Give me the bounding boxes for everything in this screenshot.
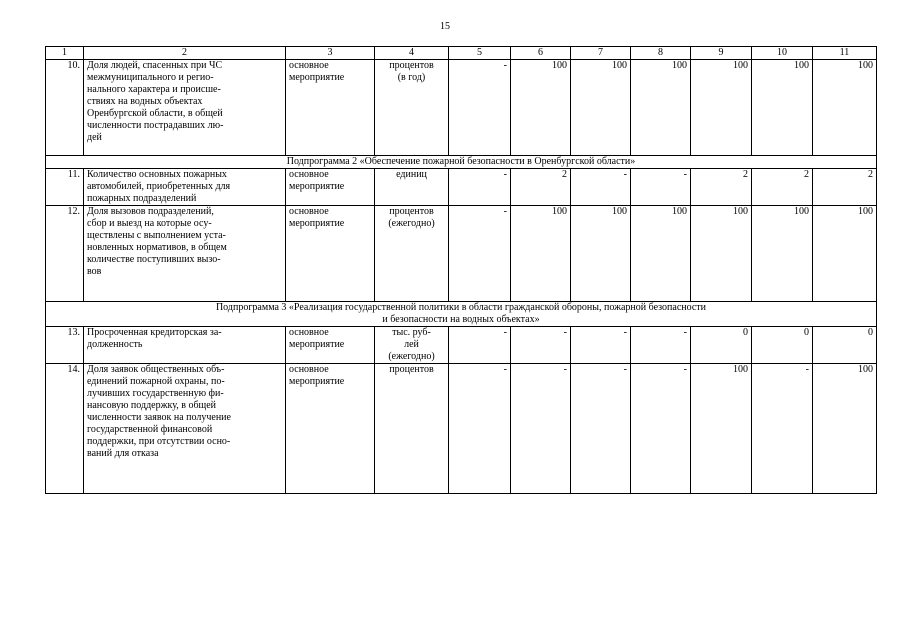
indicator-name-line: межмуниципального и регио- (87, 72, 214, 83)
indicator-type-line: основное (289, 60, 329, 71)
indicator-name-line: Доля вызовов подразделений, (87, 206, 214, 217)
value-cell: 100 (691, 60, 752, 156)
unit-line: процентов (389, 364, 434, 375)
value-cell: - (631, 169, 691, 206)
indicator-name-line: единений пожарной охраны, по- (87, 376, 225, 387)
value-cell: - (511, 327, 571, 364)
unit-line: процентов (389, 60, 434, 71)
indicator-name-line: численности пострадавших лю- (87, 120, 224, 131)
table-row (46, 60, 877, 156)
indicator-type (286, 60, 375, 156)
row-number: 12. (46, 206, 84, 302)
page-number: 15 (440, 21, 450, 32)
indicator-type (286, 206, 375, 302)
indicator-type-line: основное (289, 169, 329, 180)
value-cell: 0 (752, 327, 813, 364)
indicator-name-line: нального характера и происше- (87, 84, 221, 95)
indicator-type-line: основное (289, 327, 329, 338)
indicator-name-line: сбор и выезд на которые осу- (87, 218, 212, 229)
unit-of-measure (375, 206, 449, 302)
indicator-name-line: долженность (87, 339, 143, 350)
table-row (46, 169, 877, 206)
section-title-line: и безопасности на водных объектах» (382, 314, 540, 325)
indicator-type-line: мероприятие (289, 181, 345, 192)
indicator-name-line: ществлены с выполнением уста- (87, 230, 226, 241)
value-cell: 100 (631, 60, 691, 156)
unit-line: (ежегодно) (388, 351, 435, 362)
indicator-name-line: поддержки, при отсутствии осно- (87, 436, 231, 447)
indicator-name (84, 206, 286, 302)
value-cell: 100 (752, 206, 813, 302)
unit-line: лей (404, 339, 419, 350)
indicator-name (84, 169, 286, 206)
value-cell: 100 (691, 364, 752, 494)
indicator-name-line: Доля людей, спасенных при ЧС (87, 60, 223, 71)
value-cell: - (449, 60, 511, 156)
header-cell: 5 (449, 47, 511, 60)
indicator-name-line: дей (87, 132, 102, 143)
value-cell: 100 (813, 206, 877, 302)
table-body (46, 47, 877, 494)
unit-line: единиц (396, 169, 427, 180)
table-row (46, 327, 877, 364)
section-title-line: Подпрограмма 2 «Обеспечение пожарной безопасности в Оренбургской области» (286, 156, 636, 167)
indicator-name-line: ваний для отказа (87, 448, 159, 459)
indicator-name-line: Доля заявок общественных объ- (87, 364, 225, 375)
indicator-name (84, 60, 286, 156)
value-cell: - (571, 169, 631, 206)
indicator-name (84, 364, 286, 494)
value-cell: 100 (511, 206, 571, 302)
indicator-name-line: пожарных подразделений (87, 193, 197, 204)
indicator-type (286, 364, 375, 494)
table-row (46, 364, 877, 494)
indicator-name-line: автомобилей, приобретенных для (87, 181, 231, 192)
section-title-line: Подпрограмма 3 «Реализация государственной политики в области гражданской обороны, пожарной безопасности (215, 302, 707, 313)
value-cell: 100 (813, 60, 877, 156)
row-number: 13. (46, 327, 84, 364)
header-cell: 1 (46, 47, 84, 60)
value-cell: 0 (813, 327, 877, 364)
value-cell: - (631, 327, 691, 364)
value-cell: 100 (813, 364, 877, 494)
value-cell: - (571, 327, 631, 364)
value-cell: 2 (752, 169, 813, 206)
row-number: 10. (46, 60, 84, 156)
indicator-name-line: Оренбургской области, в общей (87, 108, 223, 119)
value-cell: 100 (631, 206, 691, 302)
indicator-name-line: нансовую поддержку, в общей (87, 400, 217, 411)
value-cell: - (631, 364, 691, 494)
header-cell: 6 (511, 47, 571, 60)
indicator-name (84, 327, 286, 364)
unit-of-measure (375, 327, 449, 364)
indicator-name-line: лучивших государственную фи- (87, 388, 224, 399)
indicator-type-line: основное (289, 206, 329, 217)
value-cell: 2 (813, 169, 877, 206)
indicator-name-line: ствиях на водных объектах (87, 96, 203, 107)
indicator-type (286, 169, 375, 206)
value-cell: 2 (511, 169, 571, 206)
header-cell: 2 (84, 47, 286, 60)
row-number: 11. (46, 169, 84, 206)
value-cell: - (752, 364, 813, 494)
value-cell: - (449, 327, 511, 364)
indicator-name-line: Количество основных пожарных (87, 169, 227, 180)
indicator-name-line: численности заявок на получение (87, 412, 231, 423)
value-cell: 100 (691, 206, 752, 302)
value-cell: - (449, 206, 511, 302)
header-cell: 4 (375, 47, 449, 60)
unit-line: (ежегодно) (388, 218, 435, 229)
unit-line: тыс. руб- (392, 327, 431, 338)
header-cell: 3 (286, 47, 375, 60)
unit-line: процентов (389, 206, 434, 217)
value-cell: 100 (511, 60, 571, 156)
value-cell: 0 (691, 327, 752, 364)
section-title (46, 156, 877, 169)
value-cell: 100 (571, 60, 631, 156)
header-cell: 9 (691, 47, 752, 60)
section-row (46, 156, 877, 169)
indicator-name-line: новленных нормативов, в общем (87, 242, 227, 253)
value-cell: 100 (571, 206, 631, 302)
table-row (46, 206, 877, 302)
row-number: 14. (46, 364, 84, 494)
indicator-name-line: количестве поступивших вызо- (87, 254, 221, 265)
header-cell: 11 (813, 47, 877, 60)
unit-of-measure (375, 60, 449, 156)
value-cell: - (449, 169, 511, 206)
column-number-row (46, 47, 877, 60)
indicators-table (45, 46, 877, 494)
indicator-name-line: государственной финансовой (87, 424, 213, 435)
value-cell: - (449, 364, 511, 494)
header-cell: 10 (752, 47, 813, 60)
header-cell: 7 (571, 47, 631, 60)
indicator-type (286, 327, 375, 364)
indicator-type-line: мероприятие (289, 339, 345, 350)
value-cell: 100 (752, 60, 813, 156)
indicator-name-line: вов (87, 266, 102, 277)
value-cell: - (571, 364, 631, 494)
unit-of-measure (375, 364, 449, 494)
section-title (46, 302, 877, 327)
unit-of-measure (375, 169, 449, 206)
value-cell: - (511, 364, 571, 494)
indicator-type-line: мероприятие (289, 218, 345, 229)
header-cell: 8 (631, 47, 691, 60)
unit-line: (в год) (397, 72, 426, 83)
indicator-type-line: мероприятие (289, 376, 345, 387)
section-row (46, 302, 877, 327)
indicator-type-line: мероприятие (289, 72, 345, 83)
indicator-name-line: Просроченная кредиторская за- (87, 327, 222, 338)
indicator-type-line: основное (289, 364, 329, 375)
value-cell: 2 (691, 169, 752, 206)
